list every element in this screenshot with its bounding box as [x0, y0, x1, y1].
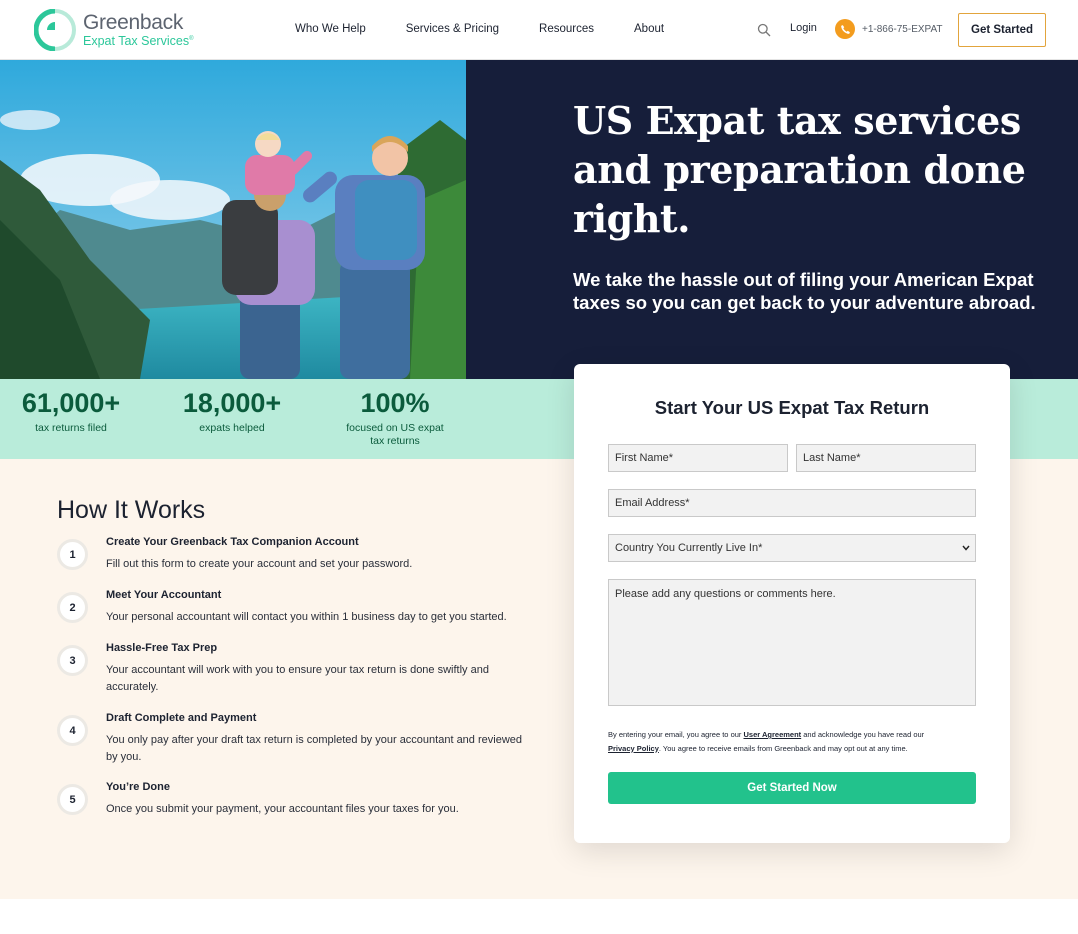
chevron-down-icon — [962, 545, 970, 551]
step-text: Your accountant will work with you to ensure your tax return is done swiftly and accurately. — [106, 664, 489, 693]
nav-about[interactable]: About — [634, 23, 665, 35]
nav-resources[interactable]: Resources — [539, 23, 595, 35]
country-select[interactable] — [608, 534, 976, 562]
site-header — [0, 0, 1078, 60]
stat-value: 18,000+ — [182, 388, 282, 418]
stat-label: focused on US expat tax returns — [346, 422, 444, 447]
main-nav — [295, 23, 704, 35]
greenback-logo-icon — [34, 9, 76, 51]
stat-focused — [345, 387, 445, 448]
step-text: Once you submit your payment, your accountant files your taxes for you. — [106, 803, 459, 815]
brand-name: Greenback — [83, 11, 184, 35]
step-number: 4 — [57, 715, 88, 746]
how-it-works-title: How It Works — [57, 496, 206, 524]
brand-tagline: Expat Tax Services® — [83, 34, 194, 49]
step-number: 2 — [57, 592, 88, 623]
step-text: You only pay after your draft tax return is completed by your accountant and reviewed by you. — [106, 734, 522, 763]
step-number: 1 — [57, 539, 88, 570]
nav-who-we-help[interactable]: Who We Help — [295, 23, 366, 35]
search-icon[interactable] — [757, 23, 771, 37]
login-link[interactable]: Login — [790, 22, 817, 34]
consent-text: By entering your email, you agree to our User Agreement and acknowledge you have read our Privacy Policy. You agree to receive emails from Greenback and may opt out at any time. — [608, 730, 925, 753]
last-name-input[interactable] — [796, 444, 976, 472]
hero-photo-illustration — [0, 60, 466, 379]
footer-strip — [0, 899, 1078, 934]
form-title: Start Your US Expat Tax Return — [654, 397, 930, 418]
step-title: Meet Your Accountant — [106, 589, 222, 601]
step-title: Create Your Greenback Tax Companion Account — [106, 536, 359, 548]
hero-family-photo — [0, 60, 466, 379]
step-text: Your personal accountant will contact you within 1 business day to get you started. — [106, 611, 507, 623]
phone-icon[interactable] — [835, 19, 855, 39]
greenback-logo[interactable] — [34, 9, 194, 51]
stat-label: tax returns filed — [35, 422, 107, 434]
hero-subtitle: We take the hassle out of filing your American Expat taxes so you can get back to your adventure abroad. — [573, 269, 1036, 313]
stat-value: 100% — [360, 388, 430, 418]
stat-label: expats helped — [199, 422, 265, 434]
stat-value: 61,000+ — [21, 388, 121, 418]
hero-title: US Expat tax services and preparation done right. — [573, 98, 1026, 241]
step-number: 3 — [57, 645, 88, 676]
step-number: 5 — [57, 784, 88, 815]
email-input[interactable] — [608, 489, 976, 517]
step-text: Fill out this form to create your account and set your password. — [106, 558, 413, 570]
stat-tax-returns — [16, 387, 126, 435]
get-started-now-button[interactable]: Get Started Now — [608, 772, 976, 804]
first-name-input[interactable] — [608, 444, 788, 472]
step-title: You’re Done — [106, 781, 170, 793]
nav-services-pricing[interactable]: Services & Pricing — [405, 23, 500, 35]
user-agreement-link[interactable]: User Agreement — [743, 730, 802, 739]
phone-number[interactable]: +1-866-75-EXPAT — [862, 24, 943, 35]
stat-expats-helped — [177, 387, 287, 435]
signup-form-card — [574, 364, 1010, 843]
header-get-started-button[interactable]: Get Started — [958, 13, 1046, 47]
step-title: Draft Complete and Payment — [106, 712, 257, 724]
step-title: Hassle-Free Tax Prep — [106, 642, 218, 654]
privacy-policy-link[interactable]: Privacy Policy — [608, 743, 659, 753]
comments-textarea[interactable] — [608, 579, 976, 706]
